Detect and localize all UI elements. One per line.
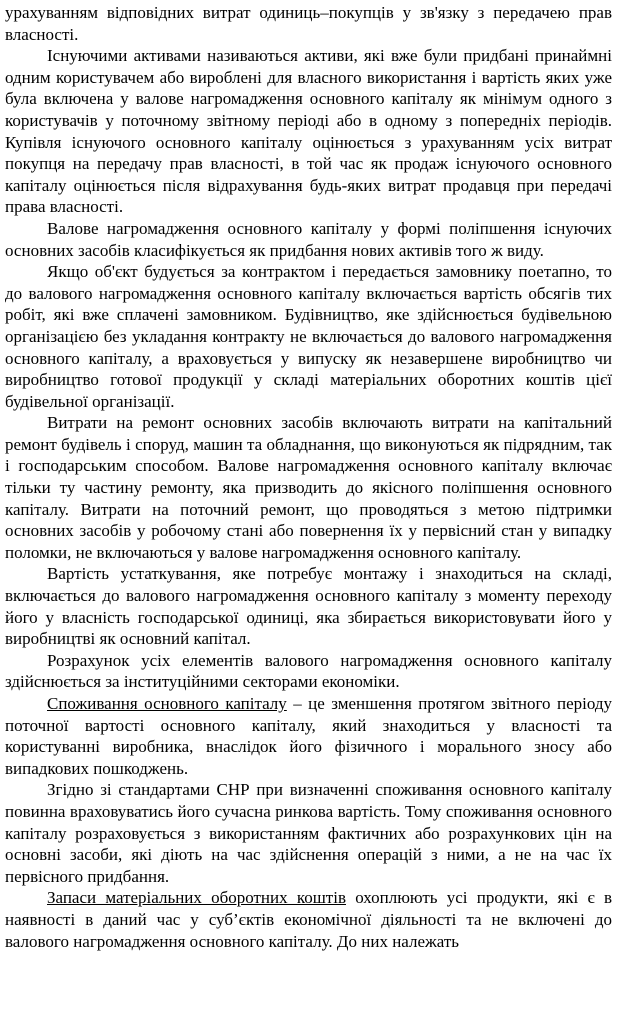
paragraph-7-text: Розрахунок усіх елементів валового нагромадження основного капіталу здійснюється за інституційними секторами економіки. (5, 650, 612, 692)
paragraph-7 (5, 650, 612, 693)
paragraph-6 (5, 563, 612, 649)
paragraph-5-text: Витрати на ремонт основних засобів включають витрати на капітальний ремонт будівель і споруд, машин та обладнання, що виконуються як підрядним, так і господарським способом. Валове нагромадження основного капіталу включає тільки ту частину ремонту, яка призводить до якісного поліпшення основного капіталу. Витрати на поточний ремонт, що проводяться з метою підтримки основних засобів у робочому стані або повернення їх у первісний стан у випадку поломки, не включаються у валове нагромадження основного капіталу. (5, 413, 612, 562)
paragraph-3-text: Валове нагромадження основного капіталу у формі поліпшення існуючих основних засобів класифікується як придбання нових активів того ж виду. (5, 218, 612, 260)
term-inventories: Запаси матеріальних оборотних коштів (47, 888, 346, 908)
paragraph-3 (5, 218, 612, 261)
paragraph-2 (5, 45, 612, 218)
paragraph-9 (5, 779, 612, 887)
paragraph-4 (5, 261, 612, 412)
paragraph-10-definition (5, 887, 612, 952)
paragraph-8-definition (5, 693, 612, 779)
paragraph-8-text: – це зменшення протягом звітного періоду поточної вартості основного капіталу, який знаходиться у власності та користуванні виробника, внаслідок його фізичного і морального зносу або випадкових пошкоджень. (5, 694, 613, 778)
paragraph-1 (5, 2, 612, 45)
term-consumption-of-fixed-capital: Споживання основного капіталу (47, 694, 287, 713)
paragraph-10-text: охоплюють усі продукти, які є в наявності в даний час у суб’єктів економічної діяльності та не включені до валового нагромадження основного капіталу. До них належать (5, 888, 612, 951)
paragraph-6-text: Вартість устаткування, яке потребує монтажу і знаходиться на складі, включається до валового нагромадження основного капіталу з моменту переходу його у власність господарської одиниці, яка збирається використовувати його у виробництві як основний капітал. (5, 564, 612, 649)
paragraph-9-text: Згідно зі стандартами СНР при визначенні споживання основного капіталу повинна враховуватись його сучасна ринкова вартість. Тому споживання основного капіталу розраховується з використанням фактичних або розрахункових цін на основні засоби, які діють на час здійснення операцій з ними, а не на час їх первісного придбання. (5, 780, 612, 886)
paragraph-1-text: урахуванням відповідних витрат одиниць–покупців у зв'язку з передачею прав власності. (5, 3, 612, 44)
paragraph-2-text: Існуючими активами називаються активи, які вже були придбані принаймні одним користувачем або вироблені для власного використання і вартість яких уже була включена у валове нагромадження основного капіталу як мінімум одного з користувачів у поточному звітному періоді або в одному з попередніх періодів. Купівля існуючого основного капіталу оцінюється з урахуванням усіх витрат покупця на передачу прав власності, в той час як продаж існуючого основного капіталу оцінюється після відрахування будь-яких витрат продавця при передачі права власності. (5, 46, 612, 217)
paragraph-5 (5, 412, 612, 563)
paragraph-4-text: Якщо об'єкт будується за контрактом і передається замовнику поетапно, то до валового нагромадження основного капіталу включається вартість обсягів тих робіт, які вже сплачені замовником. Будівництво, яке здійснюється будівельною організацією без укладання контракту не включається до валового нагромадження основного капіталу, а враховується у випуску як незавершене виробництво чи виробництво готової продукції у складі матеріальних оборотних коштів цієї будівельної організації. (5, 262, 612, 411)
